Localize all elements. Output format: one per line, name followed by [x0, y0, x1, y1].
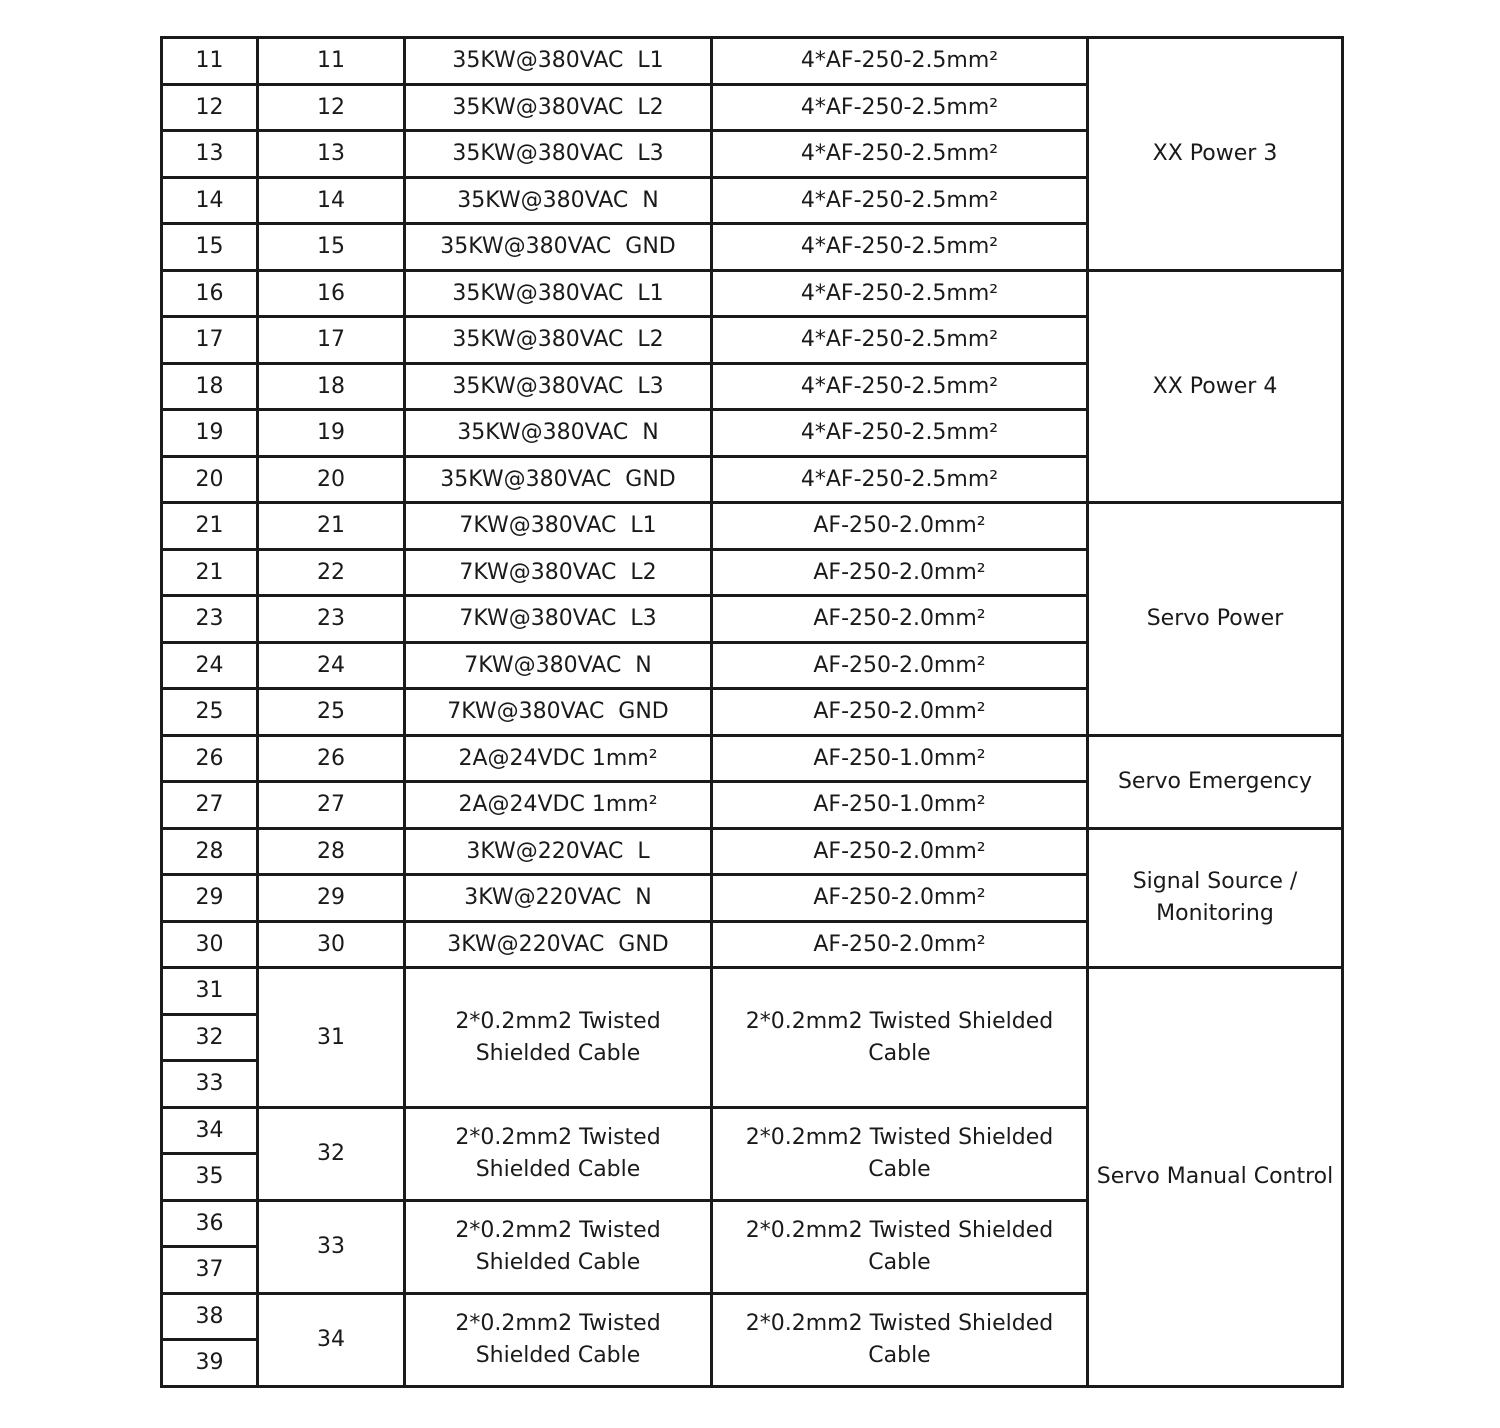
terminal-cell: 20: [258, 457, 405, 503]
wire-cell: 4*AF-250-2.5mm²: [712, 317, 1088, 364]
wiring-table-container: [160, 36, 1344, 1388]
spec-line: 2*0.2mm2 Twisted: [455, 1311, 661, 1336]
row-number-cell: 18: [162, 364, 258, 410]
terminal-cell: 24: [258, 643, 405, 689]
wire-line: Cable: [868, 1250, 931, 1275]
spec-cell: 2A@24VDC 1mm²: [405, 782, 712, 829]
spec-cell: 7KW@380VAC GND: [405, 689, 712, 736]
row-number-cell: 36: [162, 1201, 258, 1247]
row-number-cell: 32: [162, 1015, 258, 1061]
terminal-cell: 13: [258, 131, 405, 178]
spec-cell: 35KW@380VAC GND: [405, 224, 712, 271]
terminal-cell: 15: [258, 224, 405, 271]
row-number-cell: 37: [162, 1247, 258, 1294]
row-number-cell: 21: [162, 503, 258, 550]
spec-cell: 35KW@380VAC GND: [405, 457, 712, 503]
terminal-cell: 32: [258, 1108, 405, 1201]
terminal-cell: 11: [258, 38, 405, 85]
table-row: [162, 503, 1343, 550]
row-number-cell: 24: [162, 643, 258, 689]
spec-cell: 35KW@380VAC L2: [405, 317, 712, 364]
terminal-cell: 17: [258, 317, 405, 364]
terminal-cell: 28: [258, 829, 405, 875]
wire-cell: 4*AF-250-2.5mm²: [712, 410, 1088, 457]
group-label-servo-manual-control: Servo Manual Control: [1088, 968, 1343, 1387]
table-row: [162, 736, 1343, 782]
row-number-cell: 31: [162, 968, 258, 1015]
row-number-cell: 39: [162, 1340, 258, 1387]
wire-cell: 4*AF-250-2.5mm²: [712, 85, 1088, 131]
terminal-cell: 22: [258, 550, 405, 596]
spec-cell: [405, 1201, 712, 1294]
wire-cell: AF-250-2.0mm²: [712, 922, 1088, 968]
terminal-cell: 14: [258, 178, 405, 224]
terminal-cell: 26: [258, 736, 405, 782]
wire-line: 2*0.2mm2 Twisted Shielded: [745, 1311, 1054, 1336]
spec-cell: 2A@24VDC 1mm²: [405, 736, 712, 782]
row-number-cell: 26: [162, 736, 258, 782]
spec-line: Shielded Cable: [475, 1040, 641, 1066]
row-number-cell: 38: [162, 1294, 258, 1340]
group-label-power-3: XX Power 3: [1088, 38, 1343, 271]
table-row: [162, 829, 1343, 875]
terminal-cell: 25: [258, 689, 405, 736]
spec-cell: 3KW@220VAC N: [405, 875, 712, 922]
row-number-cell: 20: [162, 457, 258, 503]
group-label-power-4: XX Power 4: [1088, 271, 1343, 503]
wire-cell: 4*AF-250-2.5mm²: [712, 178, 1088, 224]
spec-cell: 35KW@380VAC L3: [405, 131, 712, 178]
spec-line: Shielded Cable: [475, 1157, 641, 1182]
row-number-cell: 28: [162, 829, 258, 875]
spec-cell: 35KW@380VAC N: [405, 178, 712, 224]
wire-line: 2*0.2mm2 Twisted Shielded: [745, 1008, 1054, 1034]
row-number-cell: 35: [162, 1154, 258, 1201]
wire-line: Cable: [868, 1157, 931, 1182]
spec-cell: 3KW@220VAC GND: [405, 922, 712, 968]
terminal-cell: 31: [258, 968, 405, 1108]
spec-line: 2*0.2mm2 Twisted: [455, 1125, 661, 1150]
group-label-line: Signal Source /: [1132, 869, 1298, 894]
terminal-cell: 16: [258, 271, 405, 317]
row-number-cell: 21: [162, 550, 258, 596]
row-number-cell: 34: [162, 1108, 258, 1154]
wire-line: 2*0.2mm2 Twisted Shielded: [745, 1125, 1054, 1150]
terminal-cell: 27: [258, 782, 405, 829]
wire-cell: AF-250-2.0mm²: [712, 550, 1088, 596]
row-number-cell: 19: [162, 410, 258, 457]
terminal-cell: 34: [258, 1294, 405, 1387]
row-number-cell: 14: [162, 178, 258, 224]
spec-cell: 7KW@380VAC L2: [405, 550, 712, 596]
spec-cell: 7KW@380VAC N: [405, 643, 712, 689]
wire-cell: 4*AF-250-2.5mm²: [712, 38, 1088, 85]
group-label-servo-power: Servo Power: [1088, 503, 1343, 736]
spec-line: 2*0.2mm2 Twisted: [455, 1008, 661, 1034]
spec-cell: 35KW@380VAC N: [405, 410, 712, 457]
spec-cell: 7KW@380VAC L1: [405, 503, 712, 550]
terminal-cell: 18: [258, 364, 405, 410]
terminal-cell: 30: [258, 922, 405, 968]
terminal-cell: 29: [258, 875, 405, 922]
wire-cell: [712, 968, 1088, 1108]
terminal-cell: 12: [258, 85, 405, 131]
wire-cell: 4*AF-250-2.5mm²: [712, 364, 1088, 410]
wire-cell: 4*AF-250-2.5mm²: [712, 271, 1088, 317]
wire-cell: 4*AF-250-2.5mm²: [712, 131, 1088, 178]
spec-line: Shielded Cable: [475, 1343, 641, 1368]
row-number-cell: 16: [162, 271, 258, 317]
row-number-cell: 13: [162, 131, 258, 178]
group-label-servo-emergency: Servo Emergency: [1088, 736, 1343, 829]
spec-cell: 7KW@380VAC L3: [405, 596, 712, 643]
row-number-cell: 23: [162, 596, 258, 643]
wire-cell: 4*AF-250-2.5mm²: [712, 224, 1088, 271]
row-number-cell: 30: [162, 922, 258, 968]
group-label-signal-source: [1088, 829, 1343, 968]
spec-cell: [405, 1294, 712, 1387]
wire-cell: AF-250-2.0mm²: [712, 875, 1088, 922]
wire-cell: [712, 1201, 1088, 1294]
terminal-cell: 23: [258, 596, 405, 643]
wire-cell: [712, 1108, 1088, 1201]
row-number-cell: 29: [162, 875, 258, 922]
spec-cell: 35KW@380VAC L1: [405, 38, 712, 85]
row-number-cell: 27: [162, 782, 258, 829]
wire-cell: AF-250-2.0mm²: [712, 689, 1088, 736]
spec-cell: 3KW@220VAC L: [405, 829, 712, 875]
wire-cell: 4*AF-250-2.5mm²: [712, 457, 1088, 503]
row-number-cell: 15: [162, 224, 258, 271]
row-number-cell: 17: [162, 317, 258, 364]
wire-cell: AF-250-2.0mm²: [712, 503, 1088, 550]
table-row: [162, 271, 1343, 317]
wire-cell: AF-250-2.0mm²: [712, 596, 1088, 643]
wire-cell: AF-250-1.0mm²: [712, 782, 1088, 829]
wiring-table: [160, 36, 1344, 1388]
table-row: [162, 38, 1343, 85]
spec-cell: [405, 968, 712, 1108]
spec-cell: 35KW@380VAC L2: [405, 85, 712, 131]
wire-cell: AF-250-2.0mm²: [712, 643, 1088, 689]
spec-cell: 35KW@380VAC L1: [405, 271, 712, 317]
row-number-cell: 33: [162, 1061, 258, 1108]
table-row: [162, 968, 1343, 1015]
wire-cell: AF-250-2.0mm²: [712, 829, 1088, 875]
terminal-cell: 19: [258, 410, 405, 457]
wire-line: 2*0.2mm2 Twisted Shielded: [745, 1218, 1054, 1243]
terminal-cell: 21: [258, 503, 405, 550]
terminal-cell: 33: [258, 1201, 405, 1294]
row-number-cell: 25: [162, 689, 258, 736]
row-number-cell: 11: [162, 38, 258, 85]
spec-line: 2*0.2mm2 Twisted: [455, 1218, 661, 1243]
wire-line: Cable: [868, 1343, 931, 1368]
wire-line: Cable: [868, 1040, 931, 1066]
row-number-cell: 12: [162, 85, 258, 131]
spec-cell: [405, 1108, 712, 1201]
wire-cell: [712, 1294, 1088, 1387]
spec-cell: 35KW@380VAC L3: [405, 364, 712, 410]
wire-cell: AF-250-1.0mm²: [712, 736, 1088, 782]
spec-line: Shielded Cable: [475, 1250, 641, 1275]
group-label-line: Monitoring: [1156, 901, 1274, 926]
